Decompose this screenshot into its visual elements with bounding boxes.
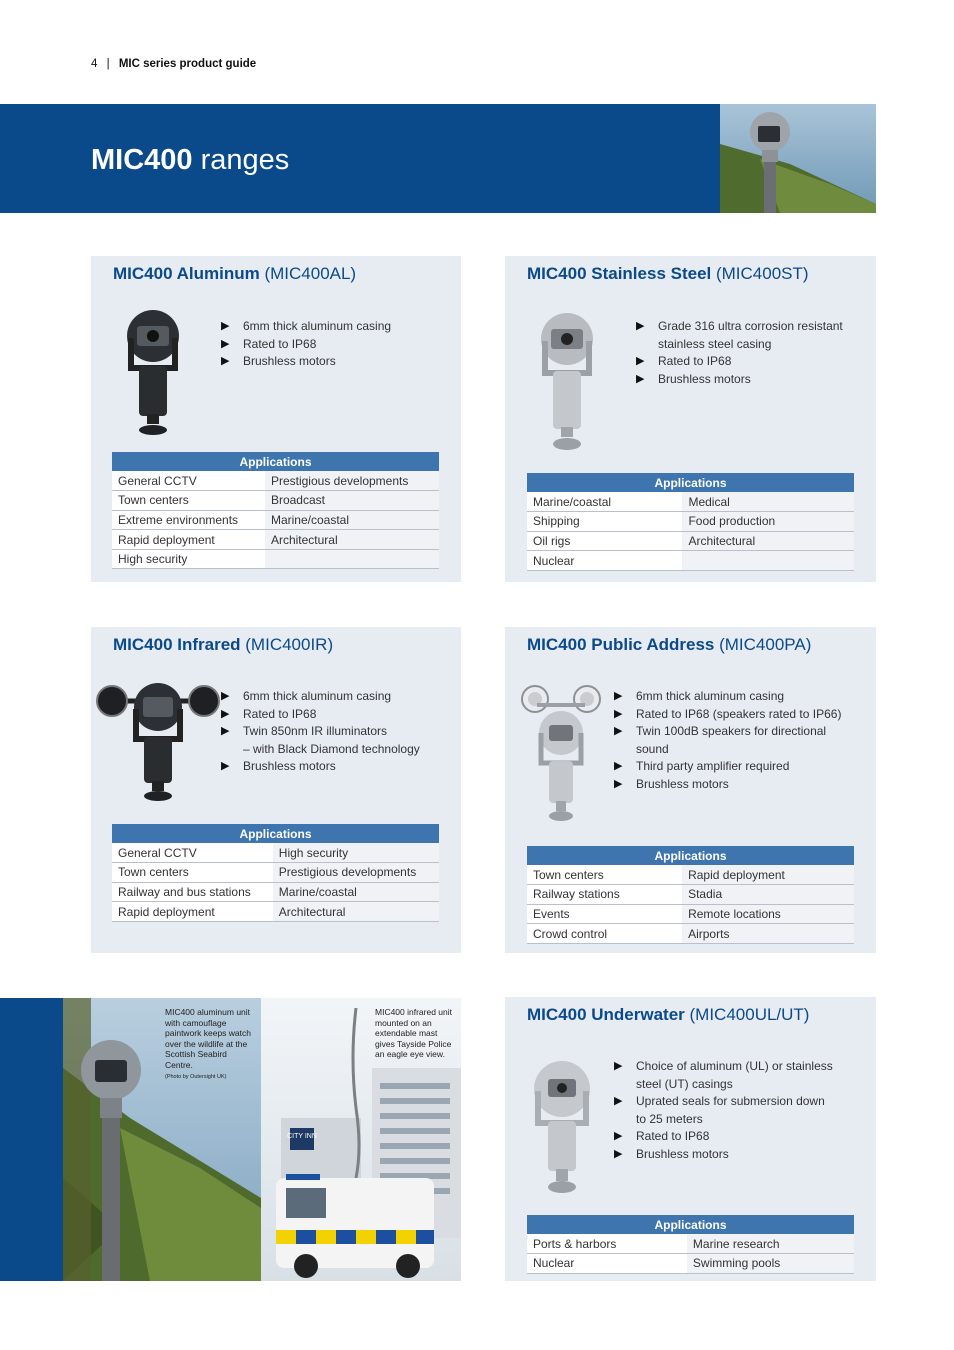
banner-photo: [720, 104, 876, 213]
card-title: MIC400 Stainless Steel (MIC400ST): [527, 264, 809, 283]
feature-item: ▶ Brushless motors: [221, 354, 336, 368]
feature-item: ▶ 6mm thick aluminum casing: [614, 689, 785, 703]
table-cell: High security: [273, 843, 439, 863]
feature-item: ▶ Brushless motors: [221, 759, 336, 773]
feature-list: [614, 688, 841, 793]
table-cell: Rapid deployment: [112, 530, 265, 550]
card-stainless-steel: [505, 256, 876, 582]
feature-item-continued: – with Black Diamond technology: [243, 741, 420, 756]
card-title: MIC400 Underwater (MIC400UL/UT): [527, 1005, 810, 1024]
camera-image-aluminum: [117, 308, 189, 438]
applications-header: Applications: [112, 452, 439, 471]
camera-image-underwater: [524, 1059, 600, 1199]
table-row: [527, 885, 854, 905]
feature-item: ▶ Choice of aluminum (UL) or stainless: [614, 1059, 833, 1073]
feature-item: ▶ Brushless motors: [614, 776, 729, 791]
feature-item-continued: sound: [636, 741, 669, 756]
table-cell: Architectural: [682, 531, 854, 551]
table-row: [527, 512, 854, 532]
table-cell: Marine/coastal: [527, 492, 682, 512]
applications-table: [527, 1215, 854, 1274]
feature-item: ▶ Rated to IP68: [221, 336, 317, 351]
table-cell: Nuclear: [527, 1254, 687, 1274]
table-cell: Railway and bus stations: [112, 882, 273, 902]
caption-left: MIC400 aluminum unit with camouflage paintwork keeps watch over the wildlife at the Scottish Seabird Centre. (Photo by Outersight UK): [165, 1007, 251, 1080]
card-title: MIC400 Aluminum (MIC400AL): [113, 264, 357, 283]
feature-item-continued: steel (UT) casings: [636, 1076, 733, 1091]
table-row: [112, 530, 439, 550]
applications-header: Applications: [112, 824, 439, 843]
table-cell: Stadia: [682, 885, 854, 905]
table-row: [112, 882, 439, 902]
running-header: [91, 58, 256, 70]
feature-item: ▶ Twin 850nm IR illuminators: [221, 724, 388, 738]
table-row: [112, 549, 439, 569]
table-row: [112, 491, 439, 511]
title-banner: [0, 104, 876, 213]
table-cell: General CCTV: [112, 471, 265, 491]
photo-credit: (Photo by Outersight UK): [165, 1074, 227, 1080]
table-cell: Prestigious developments: [273, 863, 439, 883]
applications-header: Applications: [527, 846, 854, 865]
camera-image-infrared: [96, 683, 220, 805]
table-cell: Shipping: [527, 512, 682, 532]
table-cell: Rapid deployment: [682, 865, 854, 885]
feature-item-continued: to 25 meters: [636, 1111, 703, 1126]
feature-item: ▶ Rated to IP68: [636, 354, 732, 368]
card-public-address: [505, 627, 876, 953]
caption-right: MIC400 infrared unit mounted on an extendable mast gives Tayside Police an eagle eye view.: [375, 1007, 453, 1059]
table-row: [112, 902, 439, 922]
card-underwater: [505, 997, 876, 1281]
card-title: MIC400 Infrared (MIC400IR): [113, 635, 334, 654]
card-infrared: [91, 627, 461, 953]
feature-item: ▶ Brushless motors: [636, 371, 751, 386]
feature-item: ▶ 6mm thick aluminum casing: [221, 689, 392, 703]
city-inn-sign: CITY INN: [287, 1133, 317, 1140]
feature-list: [221, 688, 420, 776]
table-cell: Town centers: [112, 491, 265, 511]
table-row: [112, 863, 439, 883]
applications-table: [527, 846, 854, 944]
table-cell: Airports: [682, 924, 854, 944]
table-row: [527, 865, 854, 885]
applications-table: [112, 824, 439, 922]
camera-image-public-address: [521, 683, 601, 823]
table-cell: [265, 549, 439, 569]
table-row: [527, 551, 854, 571]
table-row: [112, 471, 439, 491]
table-row: [527, 492, 854, 512]
table-cell: Town centers: [112, 863, 273, 883]
feature-list: [614, 1058, 833, 1163]
table-cell: General CCTV: [112, 843, 273, 863]
table-cell: Ports & harbors: [527, 1234, 687, 1254]
feature-item: ▶ Third party amplifier required: [614, 759, 790, 773]
table-cell: Nuclear: [527, 551, 682, 571]
table-row: [112, 510, 439, 530]
table-cell: Prestigious developments: [265, 471, 439, 491]
table-cell: Broadcast: [265, 491, 439, 511]
card-aluminum: [91, 256, 461, 582]
photo-collage: [0, 998, 461, 1281]
table-cell: [682, 551, 854, 571]
applications-header: Applications: [527, 1215, 854, 1234]
camera-image-stainless: [531, 311, 603, 453]
feature-item: ▶ 6mm thick aluminum casing: [221, 319, 392, 333]
table-cell: Extreme environments: [112, 510, 265, 530]
table-row: [527, 924, 854, 944]
table-cell: Oil rigs: [527, 531, 682, 551]
table-row: [527, 1254, 854, 1274]
feature-list: [636, 318, 843, 388]
feature-list: [221, 318, 391, 371]
table-cell: Marine/coastal: [265, 510, 439, 530]
table-cell: Marine research: [687, 1234, 854, 1254]
table-row: [527, 904, 854, 924]
feature-item: ▶ Rated to IP68: [614, 1129, 710, 1143]
table-cell: Rapid deployment: [112, 902, 273, 922]
table-row: [527, 1234, 854, 1254]
table-row: [112, 843, 439, 863]
feature-item: ▶ Rated to IP68: [221, 706, 317, 721]
table-cell: Medical: [682, 492, 854, 512]
feature-item-continued: stainless steel casing: [658, 336, 772, 351]
feature-item: ▶ Brushless motors: [614, 1146, 729, 1161]
table-cell: Crowd control: [527, 924, 682, 944]
table-cell: Swimming pools: [687, 1254, 854, 1274]
table-row: [527, 531, 854, 551]
feature-item: ▶ Twin 100dB speakers for directional: [614, 724, 827, 738]
card-title: MIC400 Public Address (MIC400PA): [527, 635, 812, 654]
table-cell: Events: [527, 904, 682, 924]
table-cell: High security: [112, 549, 265, 569]
page-number: 4: [91, 58, 98, 70]
table-cell: Marine/coastal: [273, 882, 439, 902]
table-cell: Railway stations: [527, 885, 682, 905]
table-cell: Architectural: [265, 530, 439, 550]
table-cell: Food production: [682, 512, 854, 532]
feature-item: ▶ Uprated seals for submersion down: [614, 1094, 825, 1108]
page-title: MIC400 ranges: [91, 144, 290, 176]
header-separator: |: [106, 58, 110, 70]
applications-table: [527, 473, 854, 571]
guide-title: MIC series product guide: [118, 58, 257, 70]
feature-item: ▶ Rated to IP68 (speakers rated to IP66): [614, 706, 842, 721]
applications-header: Applications: [527, 473, 854, 492]
applications-table: [112, 452, 439, 569]
table-cell: Remote locations: [682, 904, 854, 924]
table-cell: Town centers: [527, 865, 682, 885]
table-cell: Architectural: [273, 902, 439, 922]
feature-item: ▶ Grade 316 ultra corrosion resistant: [636, 319, 843, 333]
